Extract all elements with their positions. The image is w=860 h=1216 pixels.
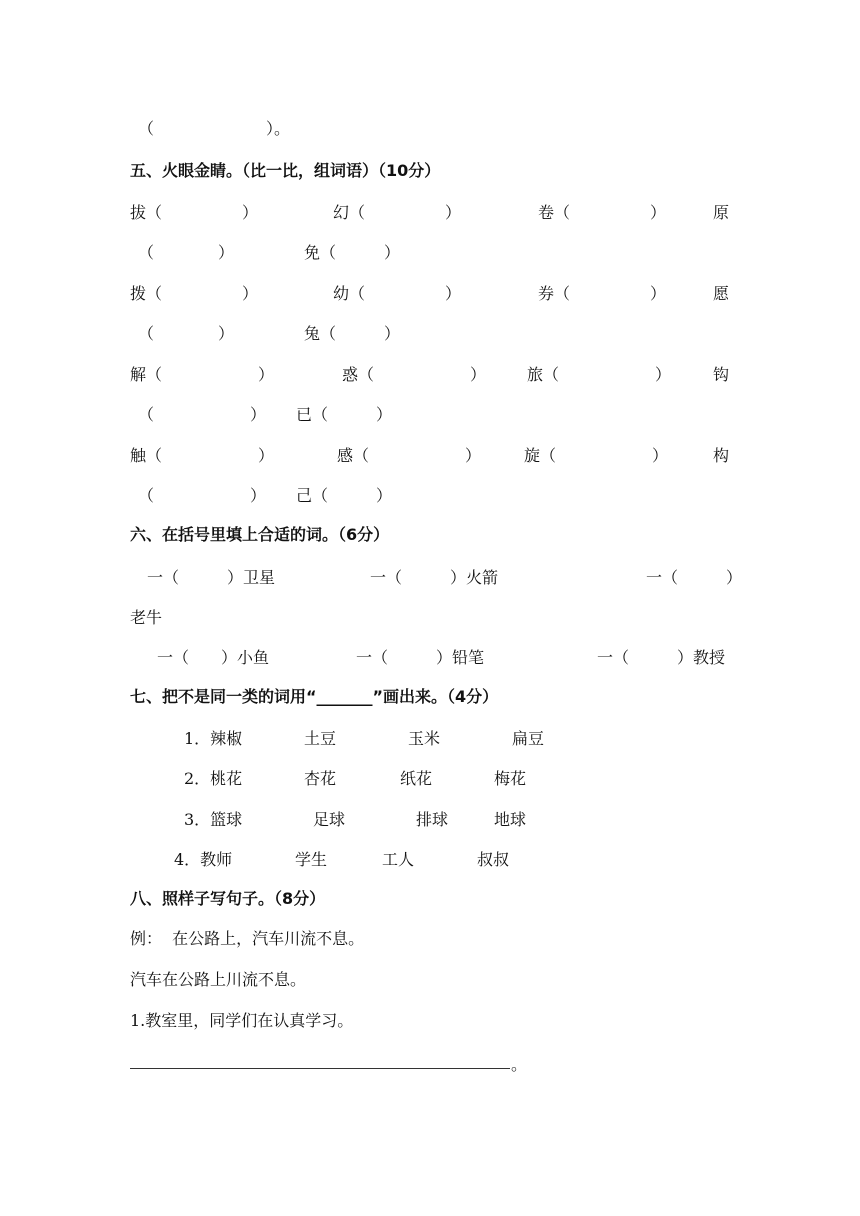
word-pair-item: 旋（ ）: [524, 446, 669, 465]
fill-in-item: 一（ ）火箭: [370, 568, 499, 587]
category-word: 4．教师: [174, 850, 233, 869]
word-pair-item: 钩: [713, 365, 730, 384]
word-pair-item: 拔（ ）: [130, 203, 259, 222]
word-pair-item: 愿: [713, 284, 730, 303]
word-pair-item: 幼（ ）: [333, 284, 462, 303]
category-word: 纸花: [400, 769, 433, 788]
word-pair-item: 旅（ ）: [527, 365, 672, 384]
category-word: 足球: [313, 810, 346, 829]
category-word: 地球: [494, 810, 527, 829]
answer-blank-line: （ ）。: [138, 119, 291, 138]
word-pair-item: （ ）: [138, 405, 267, 424]
word-pair-item: 已（ ）: [296, 405, 393, 424]
section-7-title: 七、把不是同一类的词用“_______”画出来。（4分）: [130, 687, 499, 706]
word-pair-item: 己（ ）: [296, 486, 393, 505]
word-pair-item: 原: [713, 203, 730, 222]
word-pair-item: 解（ ）: [130, 365, 275, 384]
category-word: 梅花: [494, 769, 527, 788]
category-word: 杏花: [304, 769, 337, 788]
category-word: 排球: [416, 810, 449, 829]
category-word: 叔叔: [477, 850, 510, 869]
word-pair-item: 兔（ ）: [304, 324, 401, 343]
word-pair-item: 拨（ ）: [130, 284, 259, 303]
fill-in-item: 一（ ）铅笔: [356, 648, 485, 667]
category-word: 学生: [295, 850, 328, 869]
section-5-title: 五、火眼金睛。（比一比，组词语）（10分）: [130, 161, 441, 180]
word-pair-item: （ ）: [138, 324, 235, 343]
word-pair-item: 构: [713, 446, 730, 465]
example-answer: 汽车在公路上川流不息。: [130, 970, 307, 989]
category-word: 1．辣椒: [184, 729, 243, 748]
answer-end-mark: 。: [511, 1055, 528, 1074]
word-pair-item: 免（ ）: [304, 243, 401, 262]
fill-in-item: 一（ ）教授: [597, 648, 726, 667]
fill-in-item: 老牛: [130, 608, 163, 627]
fill-in-item: 一（ ）: [646, 568, 743, 587]
word-pair-item: 惑（ ）: [342, 365, 487, 384]
word-pair-item: 卷（ ）: [538, 203, 667, 222]
category-word: 玉米: [408, 729, 441, 748]
fill-in-item: 一（ ）卫星: [147, 568, 276, 587]
word-pair-item: （ ）: [138, 243, 235, 262]
section-6-title: 六、在括号里填上合适的词。（6分）: [130, 525, 390, 544]
category-word: 工人: [382, 850, 415, 869]
category-word: 3．篮球: [184, 810, 243, 829]
word-pair-item: 感（ ）: [337, 446, 482, 465]
category-word: 2．桃花: [184, 769, 243, 788]
fill-in-item: 一（ ）小鱼: [157, 648, 270, 667]
word-pair-item: 券（ ）: [538, 284, 667, 303]
word-pair-item: 触（ ）: [130, 446, 275, 465]
category-word: 土豆: [304, 729, 337, 748]
word-pair-item: （ ）: [138, 486, 267, 505]
question-1: 1.教室里，同学们在认真学习。: [130, 1011, 354, 1030]
word-pair-item: 幻（ ）: [333, 203, 462, 222]
category-word: 扁豆: [512, 729, 545, 748]
answer-underline: [130, 1068, 510, 1069]
example-sentence: 例： 在公路上，汽车川流不息。: [130, 929, 365, 948]
section-8-title: 八、照样子写句子。（8分）: [130, 889, 326, 908]
